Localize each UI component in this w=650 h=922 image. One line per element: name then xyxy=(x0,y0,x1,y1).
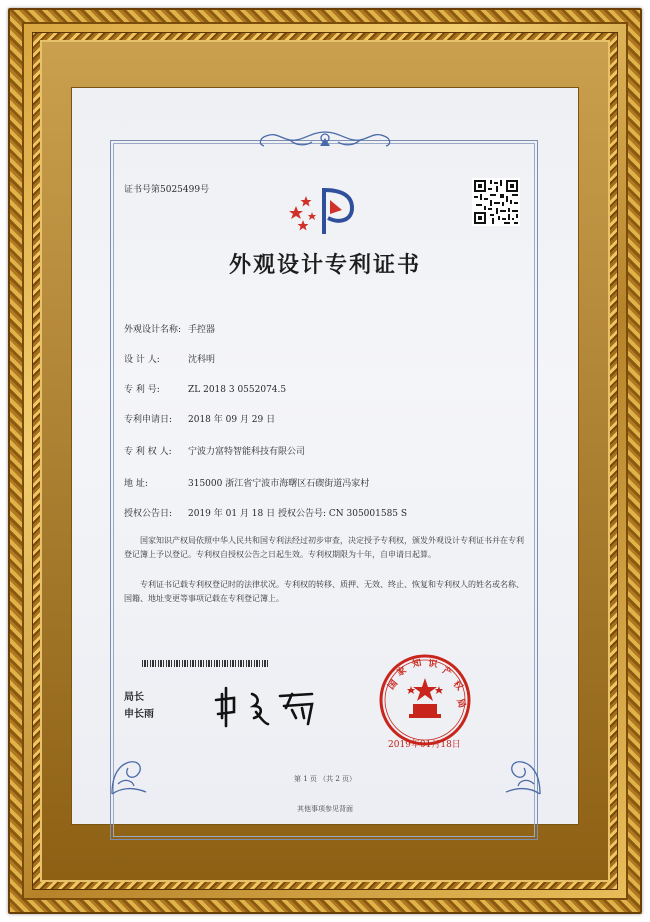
field-patentee xyxy=(124,444,305,457)
field-filing-date xyxy=(124,412,275,425)
field-value: 315000 浙江省宁波市海曙区石碶街道冯家村 xyxy=(188,479,370,489)
see-back-note: 其他事项参见背面 xyxy=(297,805,353,813)
patent-office-logo-icon xyxy=(286,180,366,240)
svg-text:国: 国 xyxy=(386,678,401,692)
svg-text:产: 产 xyxy=(440,665,454,679)
field-designer xyxy=(124,352,215,365)
field-value: 2018 年 09 月 29 日 xyxy=(188,415,276,425)
certificate-title: 外观设计专利证书 xyxy=(228,252,421,278)
field-value: 2019 年 01 月 18 日 授权公告号: CN 305001585 S xyxy=(188,509,408,519)
svg-text:局: 局 xyxy=(454,697,467,710)
field-value: ZL 2018 3 0552074.5 xyxy=(188,385,287,395)
director-title: 局长 xyxy=(124,692,144,703)
barcode xyxy=(142,660,268,667)
field-label: 专利申请日: xyxy=(124,415,173,425)
field-label: 地 址: xyxy=(124,479,148,489)
bottom-left-ornament-icon xyxy=(106,728,156,798)
field-label: 授权公告日: xyxy=(124,509,173,519)
field-value: 宁波力富特智能科技有限公司 xyxy=(188,447,306,457)
top-ornament-icon xyxy=(250,128,400,152)
svg-text:识: 识 xyxy=(427,659,438,671)
seal-date: 2019年01月18日 xyxy=(388,740,461,750)
field-label: 专 利 权 人: xyxy=(124,447,172,457)
legal-status-paragraph: 专利证书记载专利权登记时的法律状况。专利权的转移、质押、无效、终止、恢复和专利权人的姓名或名称、国籍、地址变更等事项记载在专利登记簿上。 xyxy=(124,580,524,603)
field-label: 外观设计名称: xyxy=(124,325,182,335)
field-value: 手控器 xyxy=(188,325,216,335)
page-indicator: 第 1 页 （共 2 页） xyxy=(293,775,357,783)
bottom-right-ornament-icon xyxy=(496,728,546,798)
field-grant-date xyxy=(124,506,407,519)
certificate-paper xyxy=(72,88,578,824)
field-design-name xyxy=(124,322,215,335)
field-patent-number xyxy=(124,382,286,395)
svg-text:权: 权 xyxy=(450,679,465,693)
svg-text:知: 知 xyxy=(411,658,423,670)
field-label: 专 利 号: xyxy=(124,385,160,395)
qr-code-icon xyxy=(472,178,520,226)
field-address xyxy=(124,476,369,489)
field-label: 设 计 人: xyxy=(124,355,160,365)
svg-text:家: 家 xyxy=(395,665,409,679)
official-seal-icon xyxy=(377,652,473,748)
certificate-number: 证书号第5025499号 xyxy=(124,185,210,195)
field-value: 沈科明 xyxy=(188,355,216,365)
director-signature-icon xyxy=(212,684,322,730)
grant-paragraph: 国家知识产权局依照中华人民共和国专利法经过初步审查，决定授予专利权，颁发外观设计专利证书并在专利登记簿上予以登记。专利权自授权公告之日起生效。专利权期限为十年，自申请日起算。 xyxy=(124,536,524,559)
director-name: 申长雨 xyxy=(124,709,154,720)
